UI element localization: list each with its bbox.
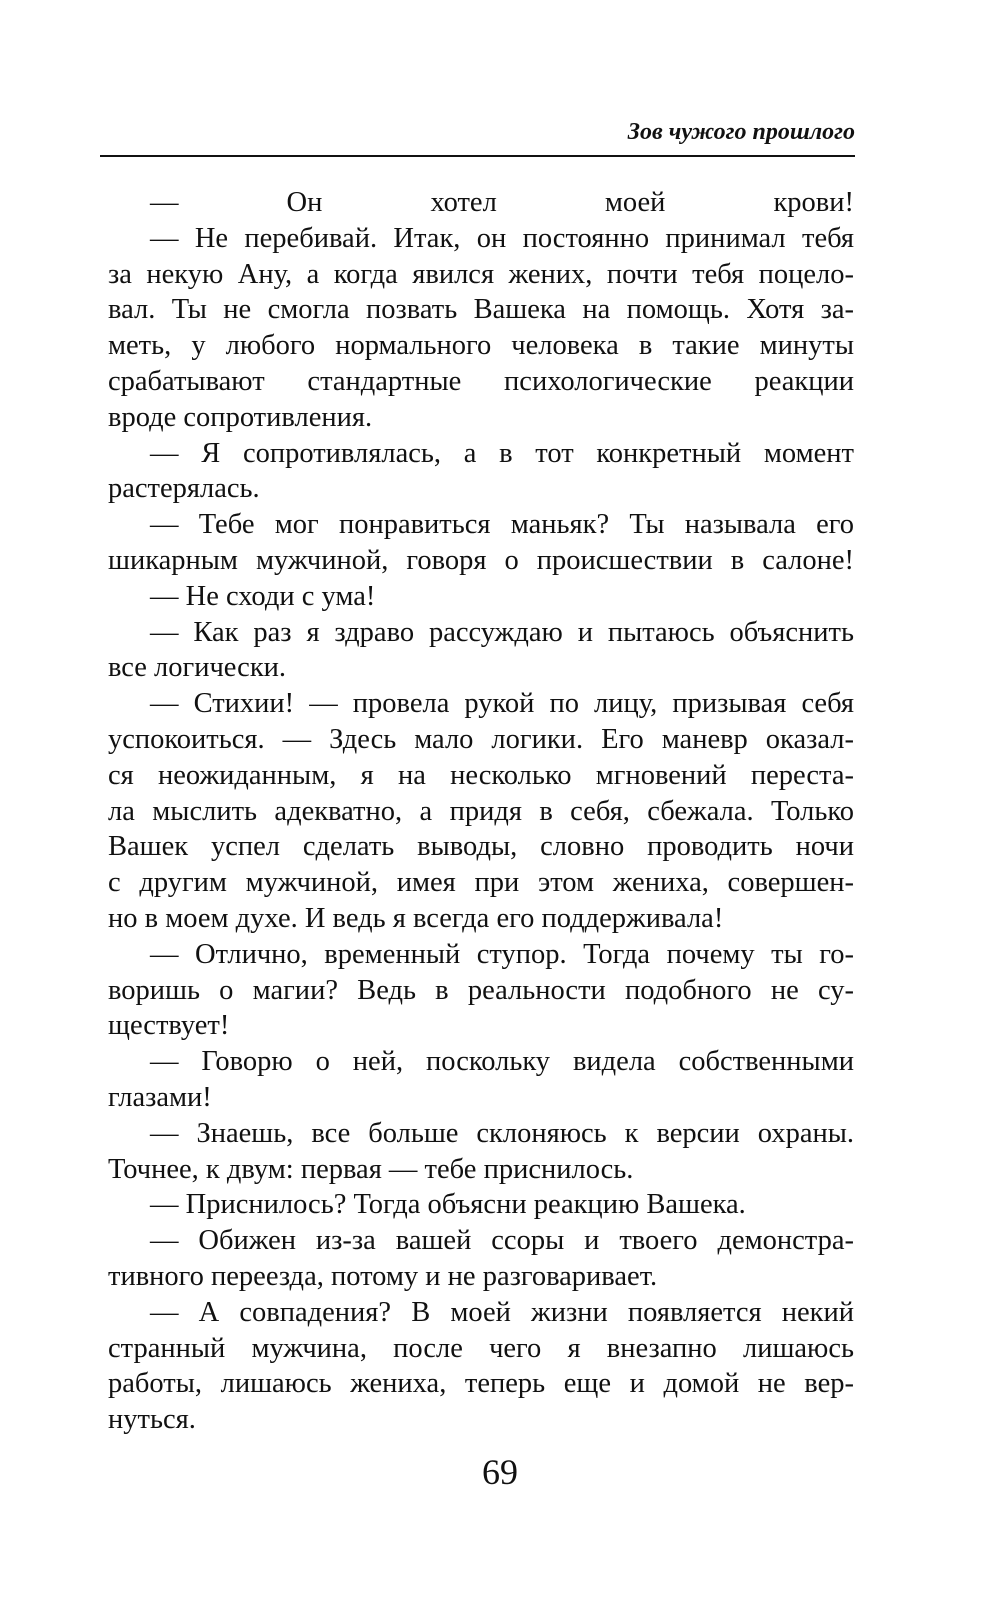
text-line: воришь о магии? Ведь в реальности подобного не су- <box>108 974 854 1006</box>
text-line: за некую Ану, а когда явился жених, почти тебя поцело- <box>108 258 854 290</box>
text-line: ществует! <box>108 1010 230 1042</box>
text-line: Вашек успел сделать выводы, словно проводить ночи <box>108 831 854 863</box>
running-header <box>100 117 855 157</box>
text-line: — Стихии! — провела рукой по лицу, призывая себя <box>150 688 854 720</box>
text-line: шикарным мужчиной, говоря о происшествии в салоне! <box>108 544 854 576</box>
text-line: — Отлично, временный ступор. Тогда почему ты го- <box>150 938 854 970</box>
text-line: растерялась. <box>108 473 260 505</box>
page-number: 69 <box>482 1452 518 1492</box>
text-line: тивного переезда, потому и не разговаривает. <box>108 1260 658 1292</box>
text-line: — А совпадения? В моей жизни появляется некий <box>150 1296 854 1328</box>
text-line: но в моем духе. И ведь я всегда его поддерживала! <box>108 902 724 934</box>
text-line: меть, у любого нормального человека в такие минуты <box>108 330 854 362</box>
text-line: успокоиться. — Здесь мало логики. Его маневр оказал- <box>108 723 854 755</box>
text-line: вроде сопротивления. <box>108 401 373 433</box>
text-line: — Обижен из-за вашей ссоры и твоего демонстра- <box>150 1225 854 1257</box>
text-line: срабатывают стандартные психологические реакции <box>108 365 854 397</box>
text-line: работы, лишаюсь жениха, теперь еще и домой не вер- <box>108 1368 854 1400</box>
text-line: — Не перебивай. Итак, он постоянно принимал тебя <box>150 222 854 254</box>
text-line: — Приснилось? Тогда объясни реакцию Вашека. <box>150 1189 746 1221</box>
text-line: — Я сопротивлялась, а в тот конкретный момент <box>150 437 854 469</box>
text-line: с другим мужчиной, имея при этом жениха, совершен- <box>108 867 854 899</box>
text-line: глазами! <box>108 1081 212 1113</box>
text-line: вал. Ты не смогла позвать Вашека на помощь. Хотя за- <box>108 294 854 326</box>
running-title: Зов чужого прошлого <box>627 119 855 145</box>
text-line: ла мыслить адекватно, а придя в себя, сбежала. Только <box>108 795 854 827</box>
text-line: — Говорю о ней, поскольку видела собственными <box>150 1046 854 1078</box>
text-line: — Он хотел моей крови! <box>150 187 854 218</box>
body-text <box>108 185 854 1438</box>
text-line: — Как раз я здраво рассуждаю и пытаюсь объяснить <box>150 616 854 648</box>
text-line: странный мужчина, после чего я внезапно лишаюсь <box>108 1332 854 1364</box>
text-line: Точнее, к двум: первая — тебе приснилось. <box>108 1153 634 1185</box>
text-line: ся неожиданным, я на несколько мгновений переста- <box>108 759 854 791</box>
text-line: все логически. <box>108 652 287 684</box>
text-line: — Тебе мог понравиться маньяк? Ты называла его <box>150 509 854 541</box>
text-line: — Не сходи с ума! <box>150 580 376 612</box>
text-line: нуться. <box>108 1404 196 1436</box>
text-line: — Знаешь, все больше склоняюсь к версии охраны. <box>150 1117 854 1149</box>
